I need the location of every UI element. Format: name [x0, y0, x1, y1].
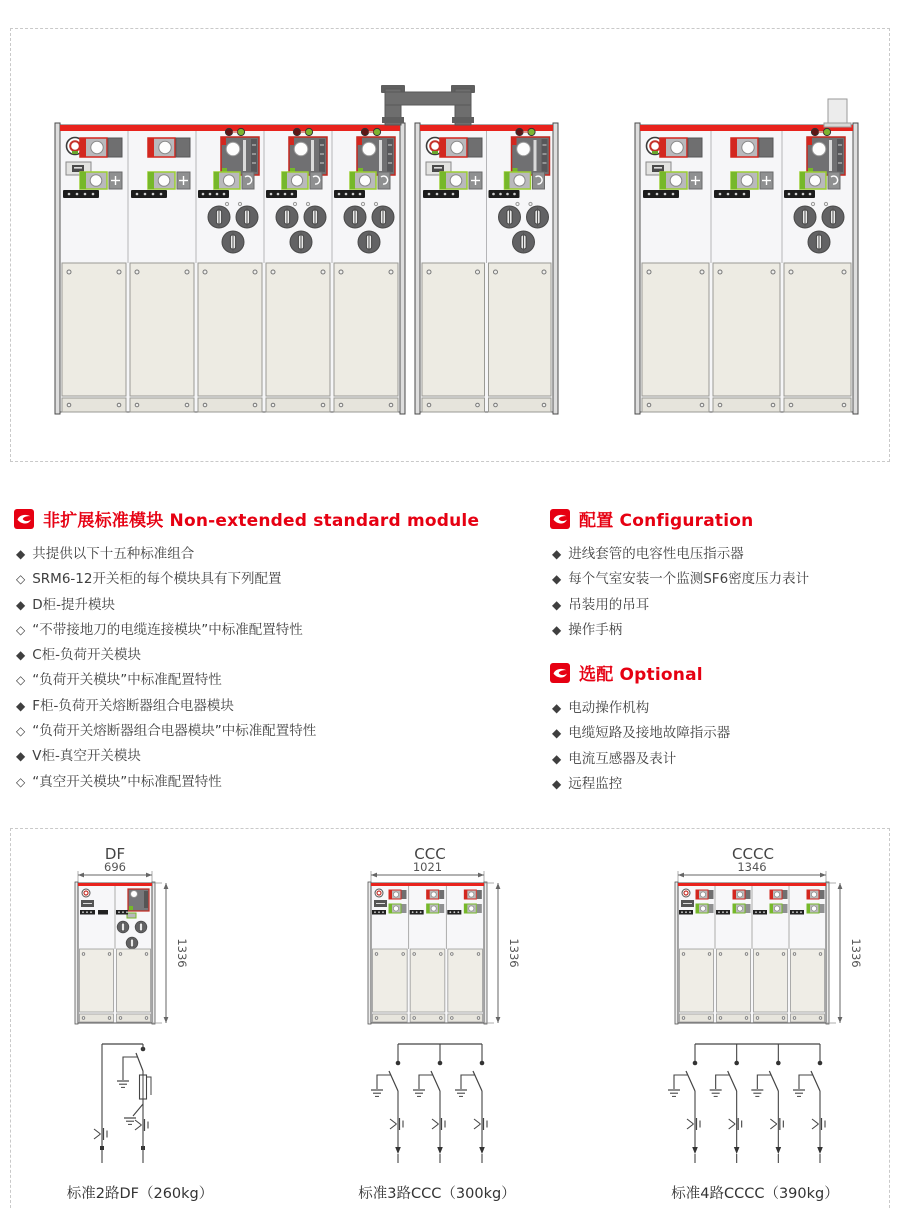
bullet-icon: ◆ [552, 547, 562, 561]
svg-text:1021: 1021 [412, 860, 443, 874]
feature-item: ◆ 进线套管的电容性电压指示器 [552, 542, 890, 567]
feature-item: ◇ “负荷开关熔断器组合电器模块”中标准配置特性 [16, 719, 550, 744]
bullet-icon: ◇ [16, 673, 26, 688]
optional-list [552, 696, 890, 797]
svg-text:标准4路CCCC（390kg）: 标准4路CCCC（390kg） [671, 1186, 839, 1202]
bullet-icon: ◇ [16, 622, 26, 637]
cabinet-group [635, 123, 858, 414]
logo-badge-icon [550, 663, 570, 683]
bullet-icon: ◆ [552, 726, 562, 741]
bullet-icon: ◆ [16, 698, 26, 713]
section-header-configuration [550, 506, 890, 531]
section-title-module: 非扩展标准模块 Non-extended standard module [43, 511, 480, 531]
feature-item: ◆ 电流互感器及表计 [552, 747, 890, 772]
bullet-icon: ◆ [552, 622, 562, 637]
svg-text:标准3路CCC（300kg）: 标准3路CCC（300kg） [358, 1186, 516, 1202]
feature-item: ◇ SRM6-12开关柜的每个模块具有下列配置 [16, 567, 550, 592]
feature-item: ◇ “不带接地刀的电缆连接模块”中标准配置特性 [16, 618, 550, 643]
feature-item: ◆ F柜-负荷开关熔断器组合电器模块 [16, 694, 550, 719]
svg-text:CCCC: CCCC [732, 845, 774, 863]
svg-text:CCC: CCC [414, 845, 446, 863]
svg-text:1336: 1336 [507, 938, 521, 968]
svg-text:1336: 1336 [175, 938, 189, 968]
section-optional [550, 660, 890, 797]
feature-item: ◆ 电缆短路及接地故障指示器 [552, 721, 890, 746]
svg-text:DF: DF [104, 845, 126, 863]
svg-text:696: 696 [104, 860, 126, 874]
dimension-drawings [11, 829, 887, 1206]
logo-badge-icon [14, 509, 34, 529]
svg-text:1336: 1336 [849, 938, 863, 968]
feature-item: ◆ 电动操作机构 [552, 696, 890, 721]
drawing-DF [67, 845, 214, 1202]
bullet-icon: ◇ [16, 572, 26, 587]
feature-item: ◆ 操作手柄 [552, 618, 890, 643]
feature-item: ◇ “真空开关模块”中标准配置特性 [16, 770, 550, 795]
bullet-icon: ◆ [552, 572, 562, 587]
feature-item: ◇ “负荷开关模块”中标准配置特性 [16, 668, 550, 693]
section-title-configuration: 配置 Configuration [579, 511, 754, 531]
bullet-icon: ◆ [552, 701, 562, 716]
feature-item: ◆ V柜-真空开关模块 [16, 744, 550, 769]
bullet-icon: ◇ [16, 774, 26, 789]
bullet-icon: ◆ [16, 547, 26, 561]
bullet-icon: ◆ [552, 751, 562, 766]
feature-columns [14, 506, 890, 797]
svg-text:1346: 1346 [737, 860, 767, 874]
cabinet-group [415, 123, 558, 414]
bullet-icon: ◆ [16, 749, 26, 764]
cabinet-lineup-illustration [11, 29, 889, 461]
feature-item: ◆ D柜-提升模块 [16, 593, 550, 618]
section-title-optional: 选配 Optional [579, 665, 703, 686]
feature-item: ◆ 共提供以下十五种标准组合 [16, 542, 550, 567]
feature-item: ◆ 每个气室安装一个监测SF6密度压力表计 [552, 567, 890, 592]
cabinet-group [55, 123, 405, 414]
bullet-icon: ◆ [552, 597, 562, 612]
feature-item: ◆ 远程监控 [552, 772, 890, 797]
dimension-drawings-panel [10, 828, 890, 1208]
feature-item: ◆ C柜-负荷开关模块 [16, 643, 550, 668]
drawing-CCCC [668, 845, 863, 1202]
section-module [14, 506, 550, 797]
logo-badge-icon [550, 509, 570, 529]
bullet-icon: ◆ [552, 777, 562, 792]
configuration-list [552, 542, 890, 643]
busbar-duct [381, 85, 851, 127]
bullet-icon: ◇ [16, 724, 26, 739]
bullet-icon: ◆ [16, 648, 26, 663]
section-configuration [550, 506, 890, 643]
product-photo-panel [10, 28, 890, 462]
drawing-CCC [358, 845, 521, 1202]
bullet-icon: ◆ [16, 597, 26, 612]
section-header-module [14, 506, 550, 531]
module-feature-list [16, 542, 550, 795]
svg-text:标准2路DF（260kg）: 标准2路DF（260kg） [66, 1186, 214, 1202]
section-config-optional [550, 506, 890, 797]
feature-item: ◆ 吊装用的吊耳 [552, 593, 890, 618]
section-header-optional [550, 660, 890, 685]
